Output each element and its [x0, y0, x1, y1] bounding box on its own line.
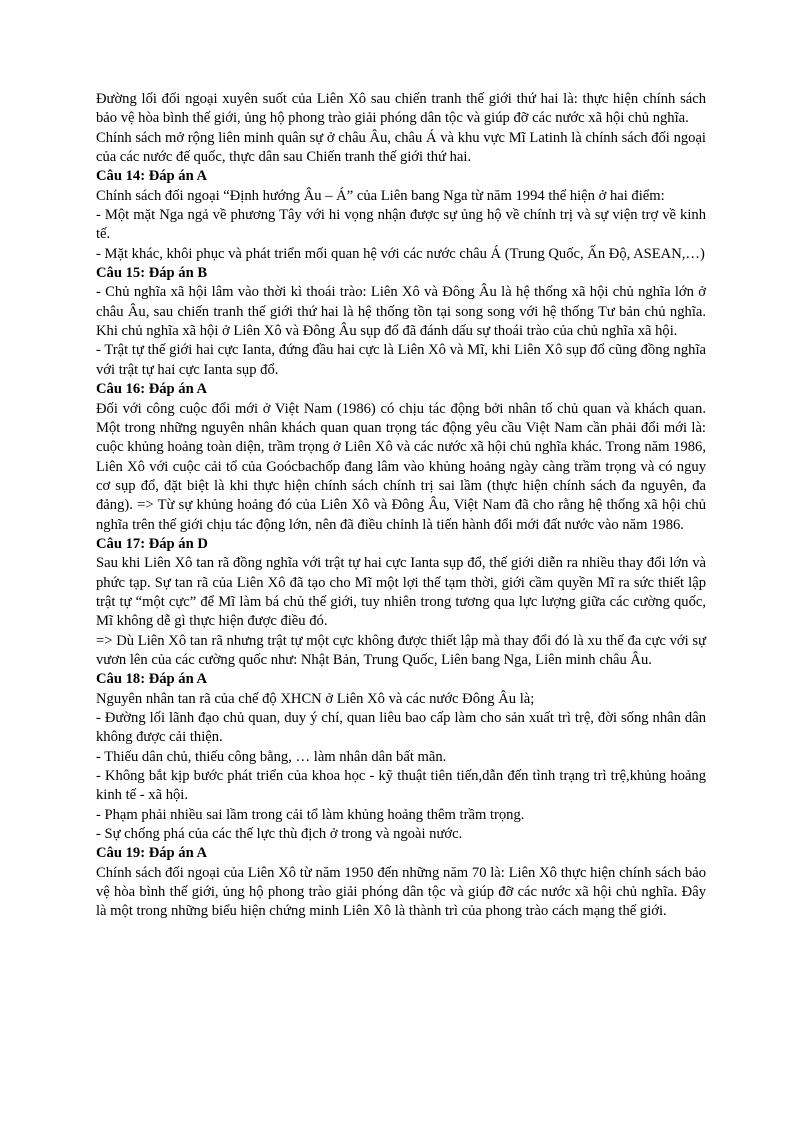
paragraph: - Chủ nghĩa xã hội lâm vào thời kì thoái trào: Liên Xô và Đông Âu là hệ thống xã hội chủ nghĩa lớn ở châu Âu, sau chiến tranh thế giới thứ hai là hệ thống tồn tại song song với hệ thống Tư bản chủ nghĩa. Khi chủ nghĩa xã hội ở Liên Xô và Đông Âu sụp đổ đã đánh dấu sự thoái trào của chủ nghĩa xã hội. — [96, 284, 706, 340]
paragraph: => Dù Liên Xô tan rã nhưng trật tự một cực không được thiết lập mà thay đổi đó là xu thế đa cực với sự vươn lên của các cường quốc như: Nhật Bản, Trung Quốc, Liên bang Nga, Liên minh châu Âu. — [96, 632, 706, 668]
paragraph: - Không bắt kịp bước phát triển của khoa học - kỹ thuật tiên tiến,dẫn đến tình trạng trì trệ,khủng hoảng kinh tế - xã hội. — [96, 768, 706, 804]
question-heading: Câu 14: Đáp án A — [96, 168, 208, 185]
paragraph: - Thiếu dân chủ, thiếu công bằng, … làm nhân dân bất mãn. — [96, 748, 447, 765]
paragraph: Chính sách mở rộng liên minh quân sự ở châu Âu, châu Á và khu vực Mĩ Latinh là chính sách đối ngoại của các nước đế quốc, thực dân sau Chiến tranh thế giới thứ hai. — [96, 129, 706, 166]
paragraph: - Một mặt Nga ngả về phương Tây với hi vọng nhận được sự ủng hộ về chính trị và sự viện trợ về kinh tế. — [96, 207, 706, 243]
paragraph: - Phạm phải nhiều sai lầm trong cải tổ làm khủng hoảng thêm trầm trọng. — [96, 806, 525, 823]
paragraph: - Trật tự thế giới hai cực Ianta, đứng đầu hai cực là Liên Xô và Mĩ, khi Liên Xô sụp đổ cũng đồng nghĩa với trật tự hai cực Ianta sụp đổ. — [96, 342, 706, 378]
document-page — [96, 90, 706, 922]
paragraph: - Sự chống phá của các thế lực thù địch ở trong và ngoài nước. — [96, 826, 463, 843]
paragraph: - Mặt khác, khôi phục và phát triển mối quan hệ với các nước châu Á (Trung Quốc, Ấn Độ, ASEAN,…) — [96, 245, 705, 262]
question-heading: Câu 18: Đáp án A — [96, 671, 208, 688]
paragraph: Đối với công cuộc đổi mới ở Việt Nam (1986) có chịu tác động bởi nhân tố chủ quan và khách quan. Một trong những nguyên nhân khách quan quan trọng tác động yêu cầu Việt Nam cần phải đổi mới là: cuộc khủng hoảng toàn diện, trầm trọng ở Liên Xô và các nước xã hội chủ nghĩa khác. Trong năm 1986, Liên Xô với cuộc cải tổ của Goócbachốp đang lâm vào khủng hoảng ngày càng trầm trọng và có nguy cơ sụp đổ, đặt biệt là khi thực hiện chính sách chính trị sai lầm (thực hiện chính sách đa nguyên, đa đảng). => Từ sự khủng hoảng đó của Liên Xô và Đông Âu, Việt Nam đã cho rằng hệ thống xã hội chủ nghĩa trên thế giới chịu tác động lớn, nên đã điều chỉnh là tiến hành đổi mới đất nước vào năm 1986. — [96, 400, 706, 533]
question-heading: Câu 16: Đáp án A — [96, 381, 208, 398]
paragraph: - Đường lối lãnh đạo chủ quan, duy ý chí, quan liêu bao cấp làm cho sản xuất trì trệ, đời sống nhân dân không được cải thiện. — [96, 710, 706, 746]
question-heading: Câu 19: Đáp án A — [96, 845, 208, 862]
paragraph: Sau khi Liên Xô tan rã đồng nghĩa với trật tự hai cực Ianta sụp đổ, thế giới diễn ra nhiều thay đổi lớn và phức tạp. Sự tan rã của Liên Xô đã tạo cho Mĩ một lợi thế tạm thời, giới cầm quyền Mĩ ra sức thiết lập trật tự “một cực” để Mĩ làm bá chủ thế giới, tuy nhiên trong tương qua lực lượng giữa các cường quốc, Mĩ không dễ gì thực hiện được điều đó. — [96, 555, 706, 630]
paragraph: Chính sách đối ngoại của Liên Xô từ năm 1950 đến những năm 70 là: Liên Xô thực hiện chính sách bảo vệ hòa bình thế giới, ủng hộ phong trào giải phóng dân tộc và giúp đỡ các nước xã hội chủ nghĩa. Đây là một trong những biểu hiện chứng minh Liên Xô là thành trì của phong trào cách mạng thế giới. — [96, 864, 706, 920]
question-heading: Câu 15: Đáp án B — [96, 265, 208, 282]
paragraph: Nguyên nhân tan rã của chế độ XHCN ở Liên Xô và các nước Đông Âu là; — [96, 690, 535, 707]
paragraph: Chính sách đối ngoại “Định hướng Âu – Á” của Liên bang Nga từ năm 1994 thể hiện ở hai điểm: — [96, 187, 665, 204]
paragraph: Đường lối đối ngoại xuyên suốt của Liên Xô sau chiến tranh thế giới thứ hai là: thực hiện chính sách bảo vệ hòa bình thế giới, ủng hộ phong trào giải phóng dân tộc và giúp đỡ các nước xã hội chủ nghĩa. — [96, 91, 706, 127]
question-heading: Câu 17: Đáp án D — [96, 535, 208, 552]
